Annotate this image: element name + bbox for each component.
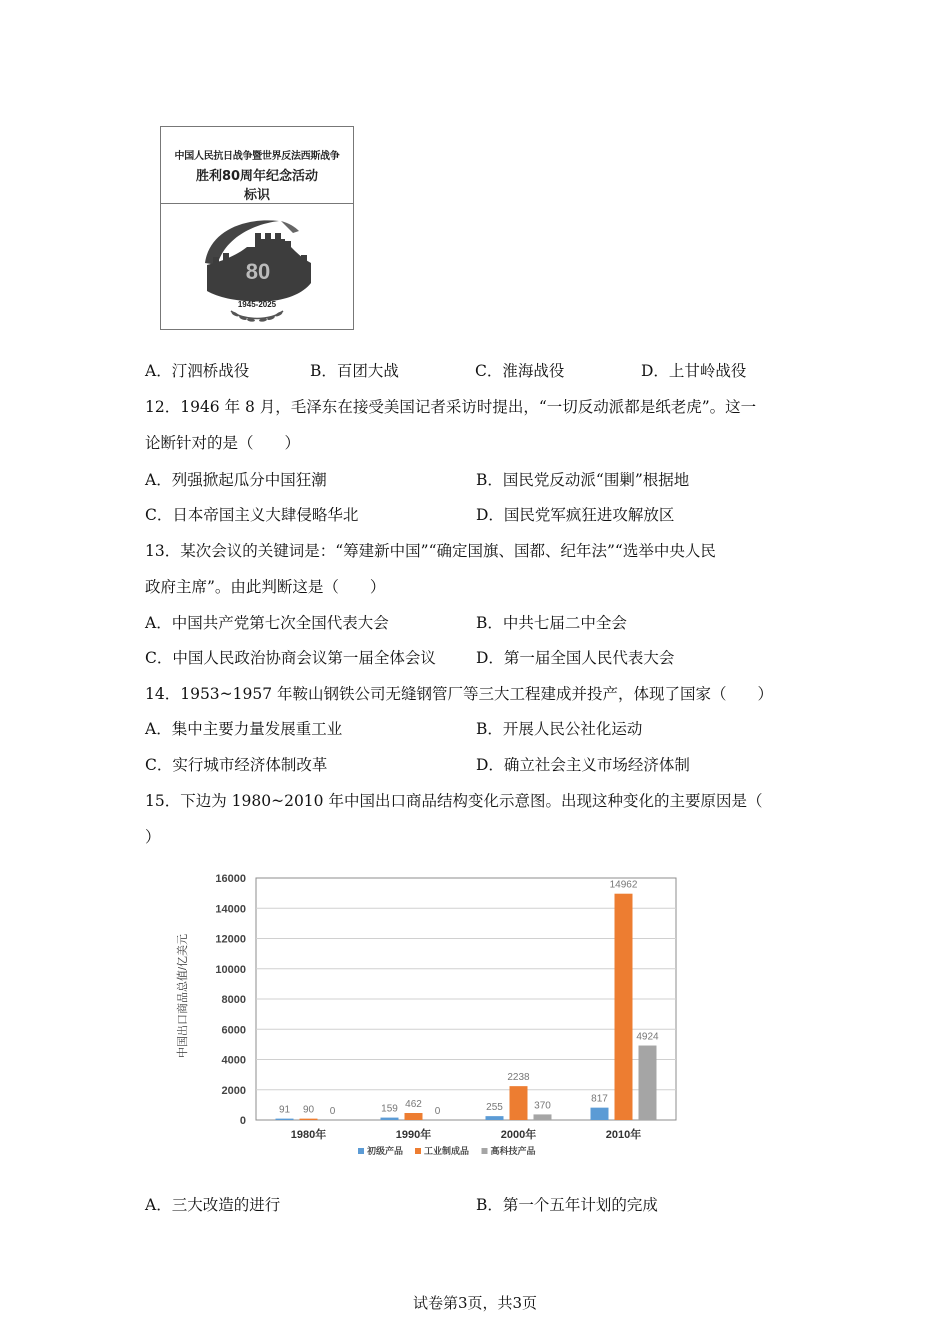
- q12-option-c: C．日本帝国主义大肆侵略华北: [145, 506, 359, 524]
- q14-option-d: D．确立社会主义市场经济体制: [476, 756, 690, 774]
- q12-stem-line1: 12．1946 年 8 月，毛泽东在接受美国记者采访时提出，“一切反动派都是纸老虎”。这一: [145, 398, 757, 416]
- bar-data-label: 90: [302, 1104, 315, 1116]
- q14-option-c: C．实行城市经济体制改革: [145, 756, 328, 774]
- legend-swatch: [358, 1148, 364, 1154]
- q13-option-a: A．中国共产党第七次全国代表大会: [145, 614, 389, 632]
- y-tick-label: 2000: [221, 1084, 246, 1097]
- bar-data-label: 255: [486, 1102, 503, 1114]
- q12-option-b: B．国民党反动派“围剿”根据地: [476, 471, 690, 489]
- bar-data-label: 4924: [636, 1031, 659, 1043]
- q13-stem-line2: 政府主席”。由此判断这是（ ）: [145, 578, 386, 596]
- bar-data-label: 0: [434, 1106, 441, 1117]
- y-tick-label: 12000: [215, 933, 246, 946]
- great-wall-emblem-icon: [161, 203, 353, 329]
- q12-option-d: D．国民党军疯狂进攻解放区: [476, 506, 675, 524]
- legend-swatch: [482, 1148, 488, 1154]
- q11-option-d: D．上甘岭战役: [641, 362, 747, 380]
- q14-option-a: A．集中主要力量发展重工业: [145, 720, 343, 738]
- legend-label: 工业制成品: [424, 1146, 470, 1156]
- q11-option-b: B．百团大战: [310, 362, 399, 380]
- q13-option-b: B．中共七届二中全会: [476, 614, 627, 632]
- bar: [591, 1108, 609, 1120]
- emblem-years: 1945-2025: [237, 300, 277, 309]
- bar: [615, 894, 633, 1120]
- bar: [534, 1114, 552, 1120]
- legend-label: 高科技产品: [490, 1146, 536, 1156]
- q11-option-a: A．汀泗桥战役: [145, 362, 250, 380]
- bar: [510, 1086, 528, 1120]
- q13-option-d: D．第一届全国人民代表大会: [476, 649, 675, 667]
- q12-option-a: A．列强掀起瓜分中国狂潮: [145, 471, 327, 489]
- commemoration-emblem: [160, 126, 354, 330]
- y-axis-title: 中国出口商品总值/亿美元: [177, 933, 189, 1059]
- y-tick-label: 14000: [215, 903, 246, 916]
- emblem-number: 80: [245, 259, 271, 284]
- q14-stem-line1: 14．1953~1957 年鞍山钢铁公司无缝钢管厂等三大工程建成并投产，体现了国家（ ）: [145, 685, 774, 703]
- y-tick-label: 8000: [221, 994, 246, 1006]
- bar: [639, 1046, 657, 1120]
- bar: [276, 1119, 294, 1120]
- bar-data-label: 2238: [507, 1072, 530, 1084]
- bar: [486, 1116, 504, 1120]
- emblem-title-line2: 胜利80周年纪念活动: [195, 169, 319, 184]
- x-tick-label: 1980年: [290, 1129, 327, 1141]
- bar-data-label: 159: [381, 1103, 398, 1115]
- q14-option-b: B．开展人民公社化运动: [476, 720, 643, 738]
- y-tick-label: 4000: [221, 1054, 246, 1067]
- page-footer: 试卷第3页，共3页: [412, 1294, 538, 1312]
- emblem-title-line1: 中国人民抗日战争暨世界反法西斯战争: [174, 151, 340, 162]
- q11-option-c: C．淮海战役: [475, 362, 565, 380]
- bar-data-label: 0: [329, 1106, 336, 1117]
- bar-data-label: 817: [591, 1093, 608, 1105]
- q13-stem-line1: 13．某次会议的关键词是：“筹建新中国”“确定国旗、国都、纪年法”“选举中央人民: [145, 542, 716, 560]
- bar-data-label: 370: [534, 1100, 551, 1112]
- q15-option-a: A．三大改造的进行: [145, 1196, 281, 1214]
- export-structure-chart: [168, 866, 688, 1166]
- legend-swatch: [415, 1148, 421, 1154]
- legend-label: 初级产品: [367, 1146, 404, 1156]
- bar-data-label: 91: [278, 1104, 291, 1116]
- emblem-title-line3: 标识: [243, 188, 270, 203]
- bar: [381, 1118, 399, 1120]
- q15-stem-line2: ）: [145, 828, 161, 846]
- x-tick-label: 2000年: [500, 1129, 537, 1141]
- y-tick-label: 0: [239, 1115, 246, 1127]
- bar: [405, 1113, 423, 1120]
- bar-data-label: 14962: [609, 879, 638, 891]
- q12-stem-line2: 论断针对的是（ ）: [145, 434, 301, 452]
- x-tick-label: 2010年: [605, 1129, 642, 1141]
- q13-option-c: C．中国人民政治协商会议第一届全体会议: [145, 649, 436, 667]
- y-tick-label: 10000: [215, 963, 246, 976]
- q15-option-b: B．第一个五年计划的完成: [476, 1196, 658, 1214]
- y-tick-label: 6000: [221, 1024, 246, 1037]
- bar: [300, 1119, 318, 1120]
- emblem-header: [161, 127, 353, 204]
- bar-data-label: 462: [405, 1099, 422, 1111]
- y-tick-label: 16000: [215, 873, 246, 885]
- x-tick-label: 1990年: [395, 1129, 432, 1141]
- q15-stem-line1: 15．下边为 1980~2010 年中国出口商品结构变化示意图。出现这种变化的主要原因是（: [145, 792, 763, 810]
